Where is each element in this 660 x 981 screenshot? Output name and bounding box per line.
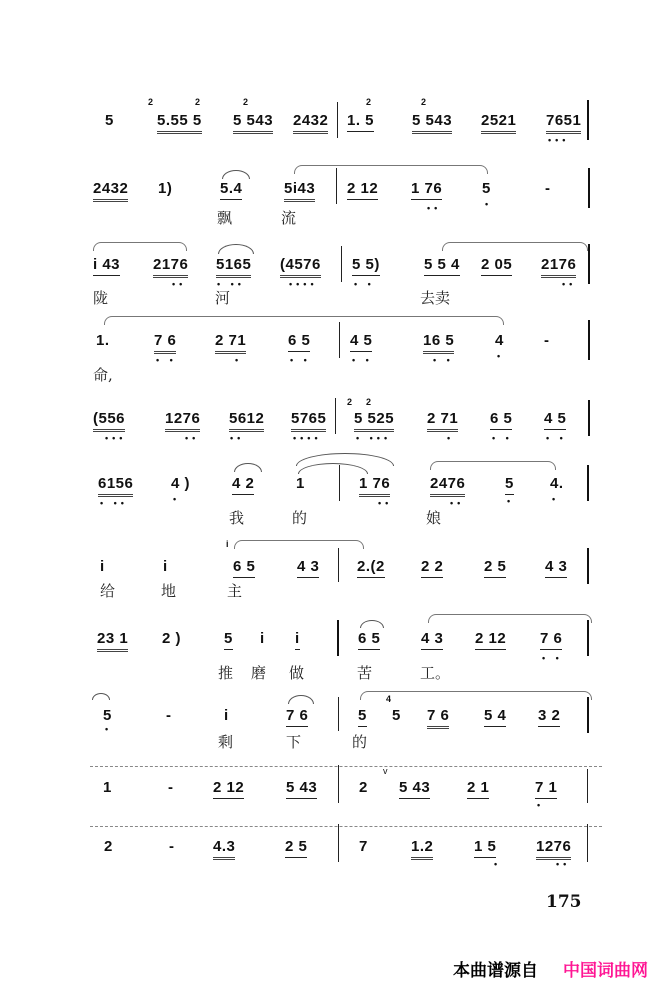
- lyric: 陇: [93, 289, 109, 307]
- low-octave-dots: •: [507, 496, 515, 506]
- note: 2176: [153, 256, 188, 278]
- low-octave-dots: ••: [562, 279, 577, 289]
- note: -: [168, 779, 174, 796]
- slur: [234, 463, 262, 472]
- note: 4 ): [171, 475, 191, 492]
- divider: [90, 826, 602, 827]
- note: 2521: [481, 112, 516, 134]
- note: 7 6: [540, 630, 562, 650]
- lyric: 命,: [93, 366, 113, 384]
- low-octave-dots: • •: [492, 433, 513, 443]
- note: 2 ): [162, 630, 182, 647]
- phrase-bracket: [360, 691, 592, 700]
- low-octave-dots: ••: [172, 279, 187, 289]
- lyric: 工。: [420, 664, 451, 682]
- note: i 43: [93, 256, 120, 276]
- note: -: [544, 332, 550, 349]
- note: 1276: [165, 410, 200, 432]
- note: 5 43: [286, 779, 317, 799]
- lyric: 给: [100, 582, 116, 600]
- grace-note: i: [226, 539, 229, 549]
- note: 5: [482, 180, 491, 197]
- note: 4 5: [544, 410, 566, 430]
- note: 2 1: [467, 779, 489, 799]
- barline: [339, 465, 340, 501]
- barline: [588, 244, 590, 284]
- slur: [288, 695, 314, 704]
- note: 7 6: [286, 707, 308, 727]
- note: (4576: [280, 256, 321, 278]
- lyric: 飘: [217, 209, 233, 227]
- note: 5: [224, 630, 233, 650]
- low-octave-dots: • •: [542, 653, 563, 663]
- barline: [587, 620, 589, 656]
- watermark-prefix: 本曲谱源自: [453, 961, 538, 981]
- note: 1276: [536, 838, 571, 860]
- low-octave-dots: •: [447, 433, 455, 443]
- lyric: 去卖: [420, 289, 451, 307]
- note: 6 5: [490, 410, 512, 430]
- note: 5.55 5: [157, 112, 202, 134]
- lyric: 做: [289, 664, 305, 682]
- note: i: [224, 707, 229, 724]
- phrase-bracket: [104, 316, 504, 325]
- watermark-site-link[interactable]: 中国词曲网: [563, 961, 648, 981]
- note: 5: [103, 707, 112, 724]
- note: 7 1: [535, 779, 557, 799]
- note: 4 3: [545, 558, 567, 578]
- grace-note: 2: [195, 97, 201, 107]
- note: 2 2: [421, 558, 443, 578]
- low-octave-dots: ••: [427, 203, 442, 213]
- note: 5 5): [352, 256, 380, 276]
- grace-note: 2: [421, 97, 427, 107]
- barline: [338, 765, 339, 803]
- lyric: 苦: [357, 664, 373, 682]
- note: 2 12: [347, 180, 378, 200]
- note: 5 4: [484, 707, 506, 727]
- lyric: 流: [281, 209, 297, 227]
- note: 2 12: [213, 779, 244, 799]
- note: -: [169, 838, 175, 855]
- note: 2: [104, 838, 113, 855]
- note: 1. 5: [347, 112, 374, 132]
- barline: [336, 168, 337, 204]
- low-octave-dots: ••: [230, 433, 245, 443]
- barline: [341, 246, 342, 282]
- barline: [587, 769, 588, 803]
- note: 6 5: [358, 630, 380, 650]
- note: 1.: [96, 332, 110, 349]
- note: 2.(2: [357, 558, 385, 578]
- note: 7 6: [427, 707, 449, 729]
- low-octave-dots: ••••: [293, 433, 322, 443]
- note: -: [166, 707, 172, 724]
- note: 7651: [546, 112, 581, 134]
- lyric: 的: [292, 509, 308, 527]
- note: 5: [105, 112, 114, 129]
- note: 23 1: [97, 630, 128, 652]
- lyric: 剩: [218, 733, 234, 751]
- note: 2176: [541, 256, 576, 278]
- note: 4.: [550, 475, 564, 492]
- grace-note: 2: [366, 397, 372, 407]
- low-octave-dots: • •: [156, 355, 177, 365]
- low-octave-dots: •: [105, 724, 113, 734]
- note: 4 3: [297, 558, 319, 578]
- barline: [337, 620, 339, 656]
- low-octave-dots: ••••: [289, 279, 318, 289]
- low-octave-dots: •••: [105, 433, 127, 443]
- phrase-bracket: [442, 242, 588, 251]
- note: 6 5: [233, 558, 255, 578]
- tie: [92, 693, 110, 700]
- barline: [338, 548, 339, 582]
- note: 5 525: [354, 410, 394, 432]
- low-octave-dots: ••: [556, 859, 571, 869]
- note: i: [295, 630, 300, 650]
- barline: [587, 465, 589, 501]
- note: 6156: [98, 475, 133, 497]
- barline: [588, 400, 590, 436]
- note: 7 6: [154, 332, 176, 354]
- grace-note: 2: [347, 397, 353, 407]
- phrase-bracket: [428, 614, 592, 623]
- low-octave-dots: • •••: [356, 433, 392, 443]
- note: 5i43: [284, 180, 315, 202]
- note: 5612: [229, 410, 264, 432]
- lyric: 的: [352, 733, 368, 751]
- barline: [337, 102, 338, 138]
- low-octave-dots: ••: [185, 433, 200, 443]
- barline: [339, 322, 340, 358]
- low-octave-dots: •: [485, 199, 493, 209]
- low-octave-dots: • •: [352, 355, 373, 365]
- barline: [338, 824, 339, 862]
- note: 2: [359, 779, 368, 796]
- slur: [222, 170, 250, 179]
- lyric: 河: [215, 289, 231, 307]
- note: 6 5: [288, 332, 310, 352]
- note: 2476: [430, 475, 465, 497]
- lyric: 推: [218, 664, 234, 682]
- note: 4 2: [232, 475, 254, 495]
- note: 5 543: [233, 112, 273, 134]
- note: 4 3: [421, 630, 443, 650]
- note: i: [163, 558, 168, 575]
- barline: [587, 100, 589, 140]
- note: 7: [359, 838, 368, 855]
- note: (556: [93, 410, 125, 432]
- note: 2 12: [475, 630, 506, 650]
- slur: [360, 620, 384, 628]
- note: 3 2: [538, 707, 560, 727]
- note: 5.4: [220, 180, 242, 200]
- low-octave-dots: • ••: [100, 498, 128, 508]
- low-octave-dots: ••: [450, 498, 465, 508]
- low-octave-dots: • •: [290, 355, 311, 365]
- grace-note: 2: [148, 97, 154, 107]
- low-octave-dots: •: [552, 494, 560, 504]
- note: 2 5: [484, 558, 506, 578]
- slur: [218, 244, 254, 254]
- note: 5: [392, 707, 401, 724]
- low-octave-dots: •: [537, 800, 545, 810]
- note: i: [100, 558, 105, 575]
- note: 1: [296, 475, 305, 492]
- note: 2432: [293, 112, 328, 134]
- note: 1 76: [359, 475, 390, 497]
- low-octave-dots: •: [494, 859, 502, 869]
- note: 5 543: [412, 112, 452, 134]
- barline: [587, 548, 589, 584]
- lyric: 地: [161, 582, 177, 600]
- low-octave-dots: •: [173, 494, 181, 504]
- grace-note: 2: [243, 97, 249, 107]
- note: -: [545, 180, 551, 197]
- note: 1 76: [411, 180, 442, 200]
- barline: [338, 697, 339, 731]
- note: 2 5: [285, 838, 307, 858]
- lyric: 我: [229, 509, 245, 527]
- note: 2432: [93, 180, 128, 202]
- low-octave-dots: • •: [546, 433, 567, 443]
- note: 1 5: [474, 838, 496, 858]
- low-octave-dots: •: [497, 351, 505, 361]
- note: 4.3: [213, 838, 235, 860]
- low-octave-dots: •: [235, 355, 243, 365]
- lyric: 主: [227, 582, 243, 600]
- barline: [335, 398, 336, 434]
- note: 5: [358, 707, 367, 727]
- barline: [587, 697, 589, 733]
- barline: [587, 824, 588, 862]
- lyric: 娘: [426, 509, 442, 527]
- note: 16 5: [423, 332, 454, 354]
- phrase-bracket: [294, 165, 488, 174]
- lyric: 磨: [251, 664, 267, 682]
- note: 5 5 4: [424, 256, 460, 276]
- lyric: 下: [286, 733, 302, 751]
- grace-note: 2: [366, 97, 372, 107]
- low-octave-dots: • ••: [217, 279, 245, 289]
- note: 2 71: [215, 332, 246, 354]
- grace-note: 4: [386, 694, 392, 704]
- note: i: [260, 630, 265, 647]
- note: 5765: [291, 410, 326, 432]
- phrase-bracket: [234, 540, 364, 549]
- phrase-bracket: [430, 461, 556, 470]
- low-octave-dots: •••: [548, 135, 570, 145]
- note: 1): [158, 180, 173, 197]
- note: 5165: [216, 256, 251, 278]
- barline: [588, 168, 590, 208]
- low-octave-dots: • •: [433, 355, 454, 365]
- page-number: 175: [546, 892, 582, 912]
- note: 5 43: [399, 779, 430, 799]
- note: 2 71: [427, 410, 458, 432]
- phrase-bracket: [93, 242, 187, 251]
- note: 1.2: [411, 838, 433, 860]
- divider: [90, 766, 602, 767]
- low-octave-dots: • •: [354, 279, 375, 289]
- note: 4: [495, 332, 504, 349]
- breath-mark: v: [383, 766, 388, 776]
- low-octave-dots: ••: [378, 498, 393, 508]
- barline: [588, 320, 590, 360]
- note: 4 5: [350, 332, 372, 352]
- note: 1: [103, 779, 112, 796]
- note: 2 05: [481, 256, 512, 276]
- note: 5: [505, 475, 514, 495]
